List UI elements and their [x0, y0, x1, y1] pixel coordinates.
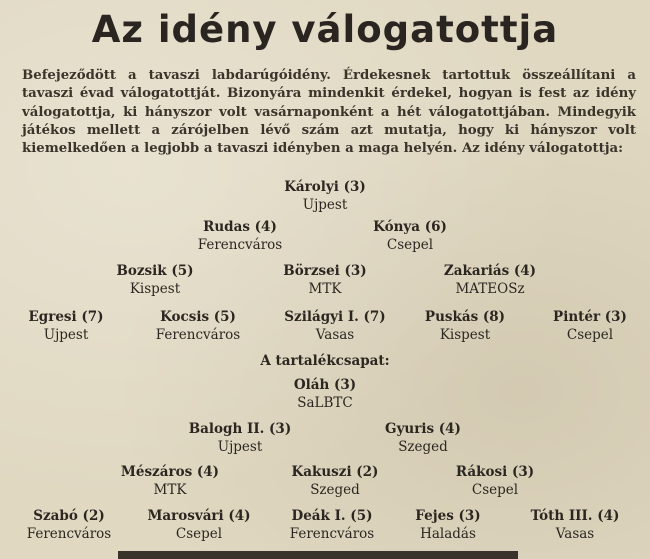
player-name: Rudas (4): [203, 219, 277, 235]
player-name: Kakuszi (2): [291, 464, 379, 480]
player-club: MTK: [153, 482, 187, 498]
player-halfback: [100, 262, 210, 298]
headline: Az idény válogatottja: [91, 8, 559, 51]
player-goalkeeper: [275, 178, 375, 214]
reserve-halfback: [440, 463, 550, 499]
player-name: Marosvári (4): [147, 508, 251, 524]
player-club: Kispest: [129, 281, 181, 297]
player-name: Mészáros (4): [120, 464, 220, 480]
player-club: Ujpest: [302, 197, 348, 213]
player-club: Ferencváros: [155, 327, 241, 343]
player-name: Börzsei (3): [283, 263, 367, 279]
reserve-halfback: [110, 463, 230, 499]
reserve-goalkeeper: [275, 376, 375, 412]
player-name: Szilágyi I. (7): [284, 309, 386, 325]
reserve-forward: [134, 507, 264, 543]
player-name: Zakariás (4): [443, 263, 537, 279]
player-club: Ujpest: [217, 439, 263, 455]
player-name: Balogh II. (3): [188, 421, 292, 437]
player-club: Csepel: [386, 237, 434, 253]
print-divider: [118, 551, 518, 559]
player-name: Gyuris (4): [385, 421, 461, 437]
player-name: Pintér (3): [553, 309, 627, 325]
player-club: Ujpest: [43, 327, 89, 343]
player-defender: [360, 218, 460, 254]
player-name: Oláh (3): [293, 377, 357, 393]
player-club: Kispest: [439, 327, 491, 343]
reserve-heading: A tartalékcsapat:: [260, 353, 390, 369]
player-name: Szabó (2): [33, 508, 105, 524]
player-club: Csepel: [175, 526, 223, 542]
player-name: Bozsik (5): [116, 263, 194, 279]
player-name: Fejes (3): [415, 508, 481, 524]
player-forward: [540, 308, 640, 344]
player-club: Ferencváros: [26, 526, 112, 542]
player-name: Rákosi (3): [455, 464, 535, 480]
reserve-forward: [515, 507, 635, 543]
player-forward: [410, 308, 520, 344]
player-forward: [16, 308, 116, 344]
reserve-forward: [272, 507, 392, 543]
player-club: Haladás: [420, 526, 476, 542]
player-club: MTK: [308, 281, 342, 297]
reserve-defender: [175, 420, 305, 456]
reserve-forward: [14, 507, 124, 543]
player-club: MATEOSz: [455, 281, 525, 297]
player-name: Károlyi (3): [284, 179, 366, 195]
player-name: Deák I. (5): [291, 508, 373, 524]
player-name: Puskás (8): [424, 309, 506, 325]
player-name: Egresi (7): [28, 309, 104, 325]
player-defender: [180, 218, 300, 254]
player-name: Tóth III. (4): [530, 508, 620, 524]
player-name: Kónya (6): [373, 219, 447, 235]
player-club: Csepel: [566, 327, 614, 343]
reserve-defender: [368, 420, 478, 456]
player-forward: [270, 308, 400, 344]
player-club: Ferencváros: [289, 526, 375, 542]
player-club: Ferencváros: [197, 237, 283, 253]
player-club: Szeged: [398, 439, 448, 455]
player-name: Kocsis (5): [160, 309, 236, 325]
player-club: Szeged: [310, 482, 360, 498]
reserve-forward: [398, 507, 498, 543]
intro-paragraph: Befejeződött a tavaszi labdarúgóidény. Érdekesnek tartottuk összeállítani a tavaszi évad válogatottját. Bizonyára mindenkit érdekel, hogyan is fest az idény válogatottja, ki hányszor volt vasárnaponként a hét válogatottjában. Mindegyik játékos mellett a zárójelben lévő szám azt mutatja, hogy ki hányszor volt kiemelkedően a legjobb a tavaszi idényben a maga helyén. Az idény válogatottja:: [22, 68, 636, 157]
player-halfback: [430, 262, 550, 298]
player-forward: [138, 308, 258, 344]
reserve-halfback: [280, 463, 390, 499]
player-club: SaLBTC: [297, 395, 353, 411]
player-club: Vasas: [315, 327, 355, 343]
player-halfback: [265, 262, 385, 298]
player-club: Csepel: [471, 482, 519, 498]
player-club: Vasas: [555, 526, 595, 542]
